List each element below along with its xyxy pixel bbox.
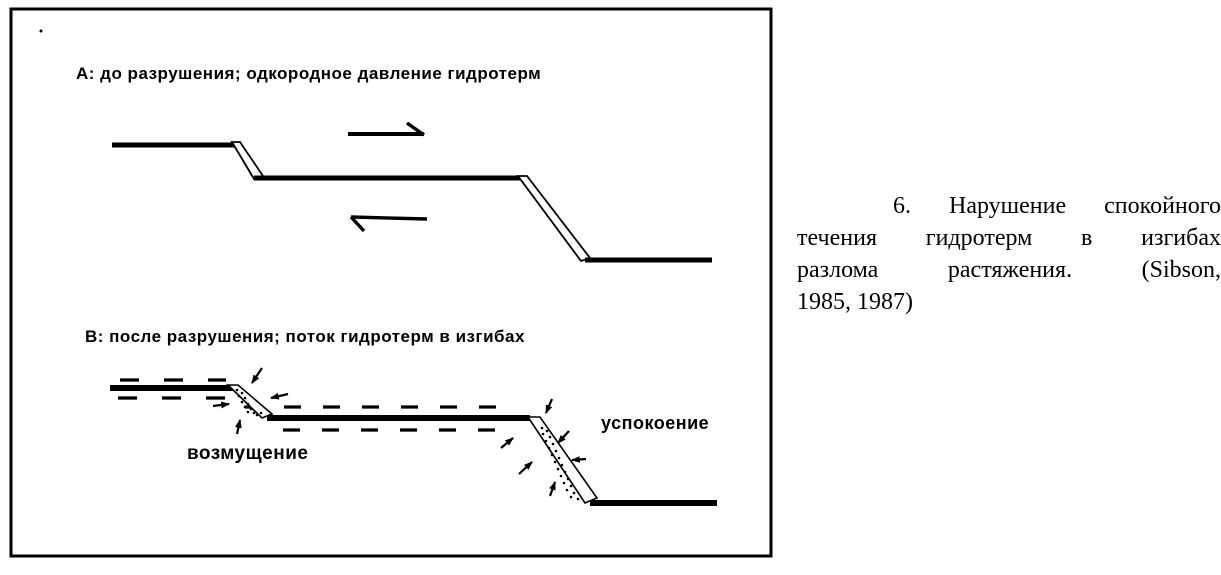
- panel-b-jog-left: [228, 385, 272, 418]
- caption-line: течения гидротерм в изгибах: [797, 225, 1221, 251]
- panel-a-jog-left: [232, 142, 263, 179]
- annotation-disturbance: возмущение: [187, 443, 309, 464]
- caption-line: 6. Нарушение спокойного: [893, 193, 1221, 219]
- shear-arrow-left: [351, 217, 427, 231]
- panel-b-jog-right: [528, 417, 597, 503]
- annotation-calming: успокоение: [601, 413, 710, 433]
- figure-frame: [11, 9, 771, 556]
- figure-caption: [797, 190, 1221, 318]
- panel-a-jog-right: [518, 176, 590, 261]
- panel-a-fault-trace: [112, 142, 712, 261]
- caption-line: разлома растяжения. (Sibson,: [797, 257, 1221, 283]
- panel-a-label: А: до разрушения; одкородное давление гидротерм: [76, 64, 542, 83]
- ink-speck: [40, 30, 43, 33]
- panel-b-label: В: после разрушения; поток гидротерм в изгибах: [85, 327, 525, 346]
- shear-arrow-right: [348, 123, 424, 135]
- caption-line: 1985, 1987): [797, 289, 913, 315]
